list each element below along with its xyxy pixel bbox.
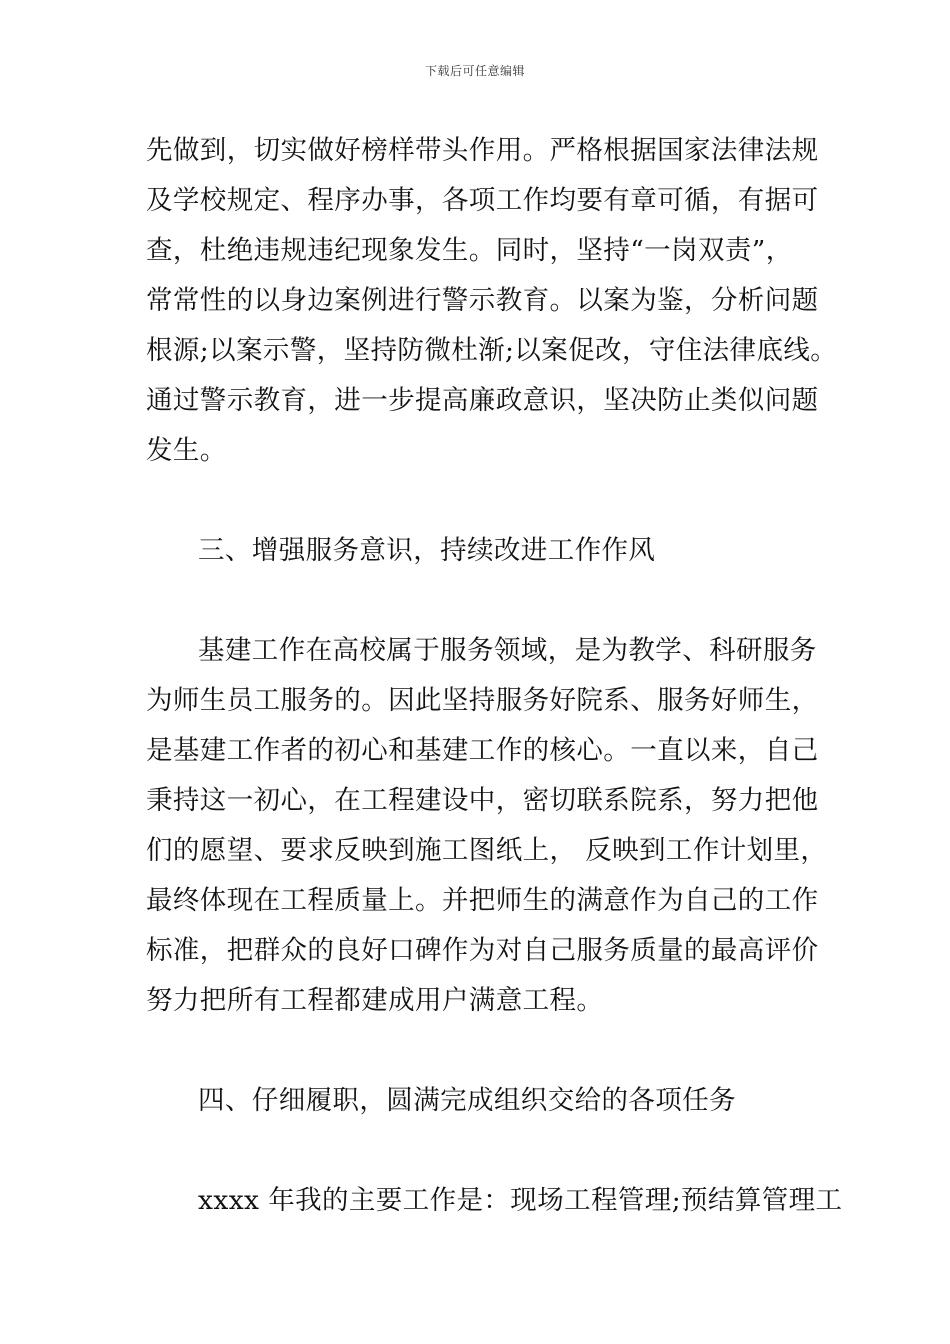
text-line: 标准，把群众的良好口碑作为对自己服务质量的最高评价 xyxy=(146,935,819,966)
text-line: xxxx 年我的主要工作是：现场工程管理;预结算管理工 xyxy=(198,1185,843,1216)
paragraph-service xyxy=(146,626,826,1026)
text-line: 是基建工作者的初心和基建工作的核心。一直以来，自己 xyxy=(146,735,819,766)
section-heading-3: 三、增强服务意识，持续改进工作作风 xyxy=(198,535,656,566)
paragraph-gap xyxy=(146,1126,826,1176)
text-line: 发生。 xyxy=(146,435,227,466)
paragraph-gap xyxy=(146,1026,826,1076)
document-body xyxy=(146,126,843,1226)
text-line: 查，杜绝违规违纪现象发生。同时，坚持“一岗双责”， xyxy=(146,235,793,266)
text-line: 最终体现在工程质量上。并把师生的满意作为自己的工作 xyxy=(146,885,819,916)
text-line: 常常性的以身边案例进行警示教育。以案为鉴，分析问题 xyxy=(146,285,819,316)
paragraph-integrity xyxy=(146,126,838,476)
paragraph-gap xyxy=(146,576,826,626)
text-line: 根源;以案示警，坚持防微杜渐;以案促改，守住法律底线。 xyxy=(146,335,838,366)
paragraph-work-summary xyxy=(146,1176,843,1226)
paragraph-gap xyxy=(146,476,826,526)
text-line: 及学校规定、程序办事，各项工作均要有章可循，有据可 xyxy=(146,185,819,216)
text-line: 努力把所有工程都建成用户满意工程。 xyxy=(146,985,604,1016)
text-line: 先做到，切实做好榜样带头作用。严格根据国家法律法规 xyxy=(146,135,819,166)
text-line: 为师生员工服务的。因此坚持服务好院系、服务好师生， xyxy=(146,685,819,716)
page-header: 下载后可任意编辑 xyxy=(424,64,525,78)
text-line: 通过警示教育，进一步提高廉政意识，坚决防止类似问题 xyxy=(146,385,819,416)
text-line: 秉持这一初心，在工程建设中，密切联系院系，努力把他 xyxy=(146,785,819,816)
text-line: 基建工作在高校属于服务领域，是为教学、科研服务 xyxy=(198,635,817,666)
text-line: 们的愿望、要求反映到施工图纸上， 反映到工作计划里， xyxy=(146,835,828,866)
section-heading-4: 四、仔细履职，圆满完成组织交给的各项任务 xyxy=(198,1085,736,1116)
